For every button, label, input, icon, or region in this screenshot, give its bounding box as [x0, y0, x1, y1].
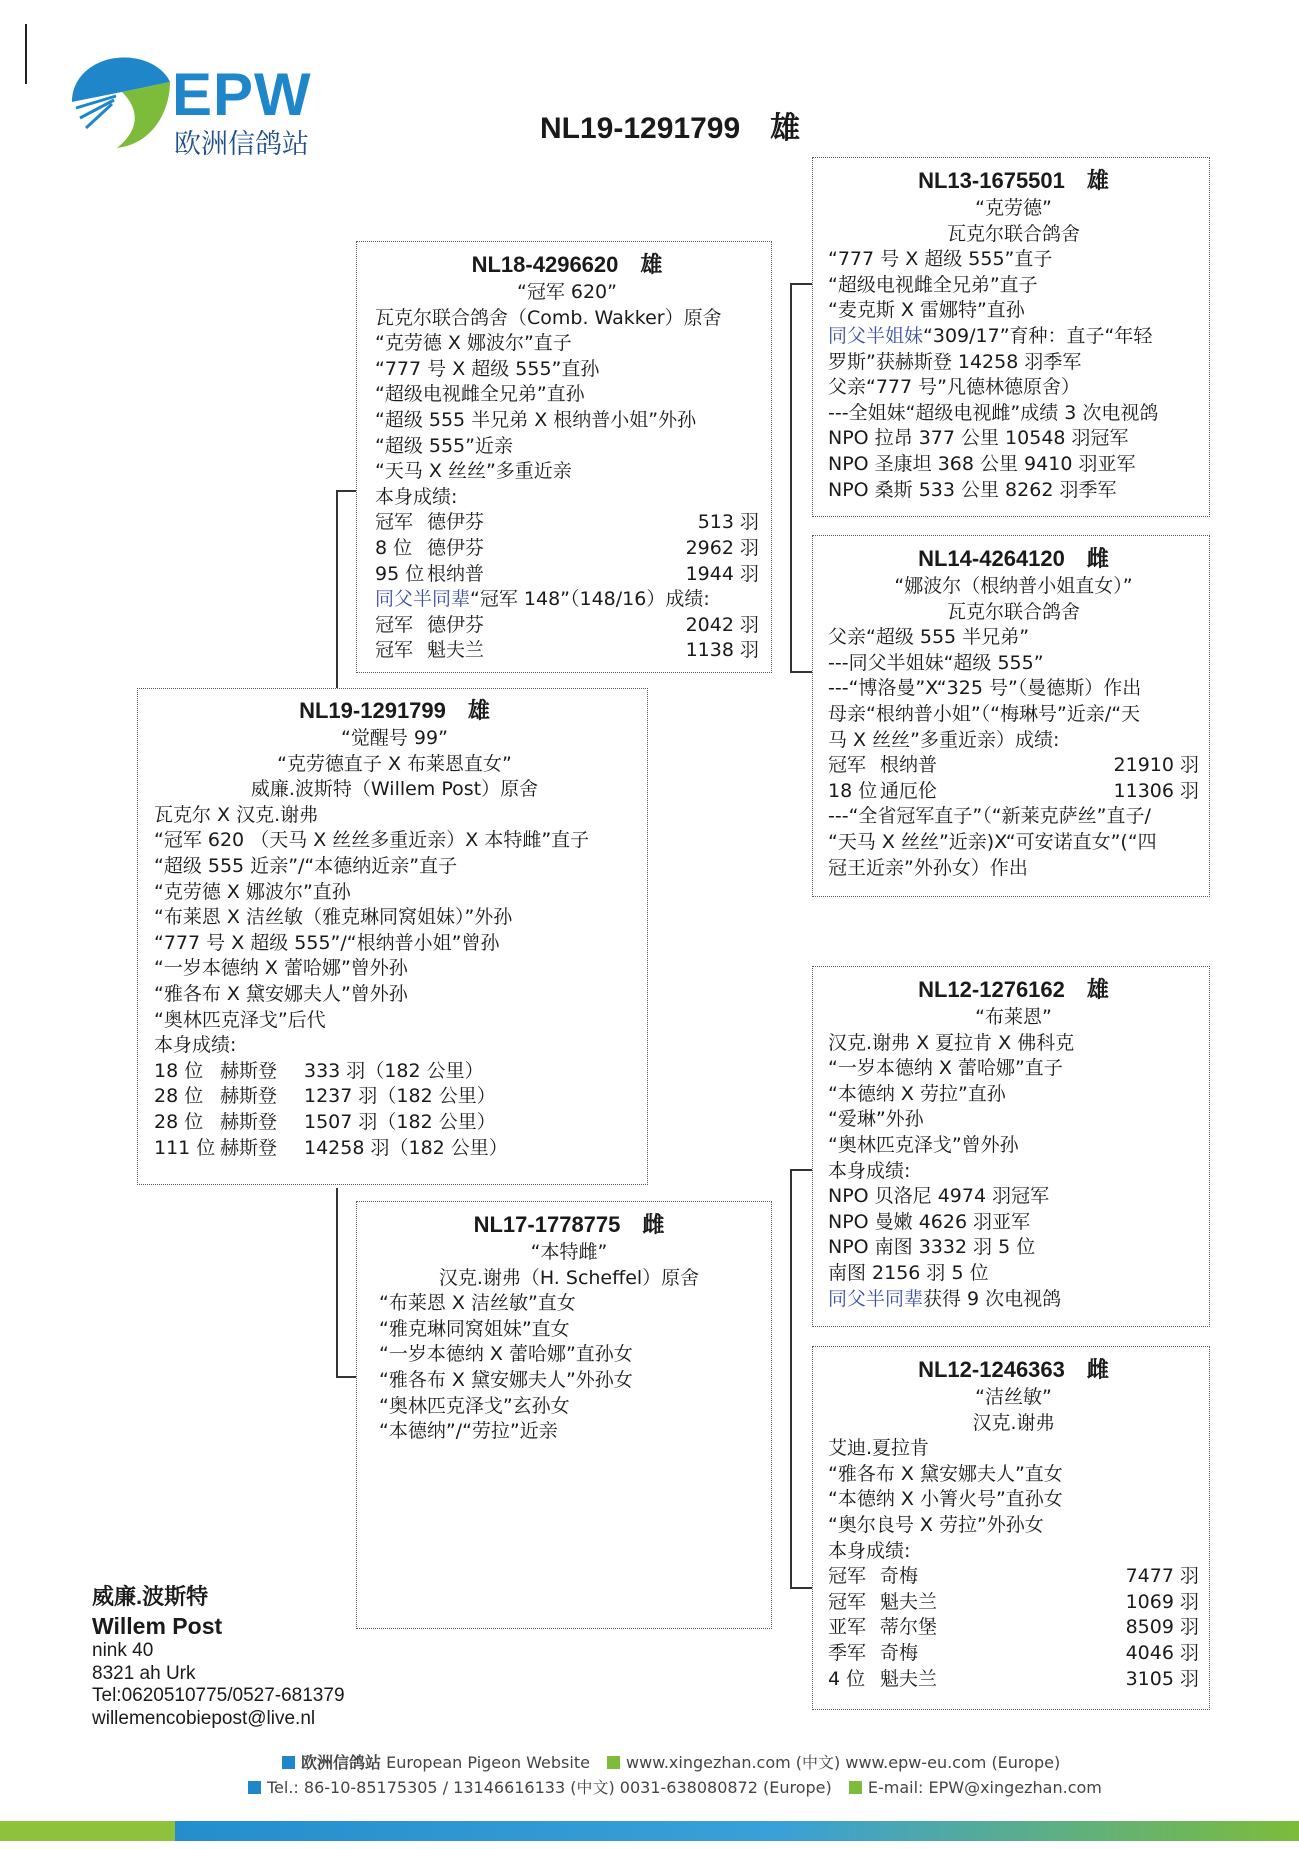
dd-line: “奥尔良号 X 劳拉”外孙女 — [828, 1513, 1044, 1536]
sire-line: 瓦克尔联合鸽舍（Comb. Wakker）原舍 — [375, 306, 722, 329]
dd-nickname: “洁丝敏” — [975, 1386, 1052, 1408]
dam-line: “布莱恩 X 洁丝敏”直女 — [379, 1292, 576, 1315]
connector — [790, 1169, 812, 1171]
ds-line: 南图 2156 羽 5 位 — [828, 1261, 989, 1284]
ss-line: 罗斯”获赫斯登 14258 羽季军 — [828, 350, 1082, 373]
dd-line: “本德纳 X 小箐火号”直孙女 — [828, 1488, 1063, 1511]
main-line: “777 号 X 超级 555”/“根纳普小姐”曾孙 — [154, 931, 500, 954]
result-row: 95 位 根纳普 1944 羽 — [375, 562, 759, 585]
ds-line: “一岁本德纳 X 蕾哈娜”直子 — [828, 1057, 1063, 1080]
connector-main-dam — [336, 1188, 338, 1378]
result-row: 28 位 赫斯登 1237 羽（182 公里） — [154, 1085, 496, 1108]
result-row: 亚军 蒂尔堡 8509 羽 — [828, 1616, 1199, 1639]
result-row: 冠军 根纳普 21910 羽 — [828, 754, 1199, 777]
blue-square-icon — [248, 1781, 261, 1794]
sire-line: “克劳德 X 娜波尔”直子 — [375, 332, 572, 355]
result-row: 18 位 赫斯登 333 羽（182 公里） — [154, 1059, 484, 1082]
sd-line: 冠王近亲”外孙女）作出 — [828, 856, 1028, 879]
sd-id: NL14-4264120 雌 — [918, 546, 1109, 571]
dd-line: “雅各布 X 黛安娜夫人”直女 — [828, 1462, 1063, 1485]
dam-line: “雅各布 X 黛安娜夫人”外孙女 — [379, 1368, 633, 1391]
breeder-email: willemencobiepost@live.nl — [92, 1707, 316, 1729]
main-line: 瓦克尔 X 汉克.谢弗 — [154, 803, 319, 826]
blue-square-icon — [282, 1756, 295, 1769]
sd-line: 瓦克尔联合鸽舍 — [946, 600, 1080, 623]
green-square-icon — [607, 1756, 620, 1769]
dam-line: 汉克.谢弗（H. Scheffel）原舍 — [438, 1266, 700, 1289]
result-row: 季军 奇梅 4046 羽 — [828, 1641, 1199, 1664]
ds-line: NPO 贝洛尼 4974 羽冠军 — [828, 1185, 1050, 1208]
sire-id: NL18-4296620 雄 — [471, 252, 663, 277]
sd-line: “天马 X 丝丝”近亲)X“可安诺直女”(“四 — [828, 830, 1157, 853]
sire-line: “超级 555”近亲 — [375, 434, 513, 457]
main-line: “雅各布 X 黛安娜夫人”曾外孙 — [154, 982, 408, 1005]
epw-logo-icon — [62, 52, 172, 152]
sire-nickname: “冠军 620” — [517, 281, 617, 303]
ds-line: “奥林匹克泽戈”曾外孙 — [828, 1133, 1019, 1156]
result-row: 冠军 德伊芬 513 羽 — [375, 511, 759, 534]
main-line: “一岁本德纳 X 蕾哈娜”曾外孙 — [154, 957, 408, 980]
sd-line: ---“全省冠军直子”（“新莱克萨丝”直子/ — [828, 805, 1151, 828]
ds-line: NPO 南图 3332 羽 5 位 — [828, 1236, 1036, 1259]
breeder-name-en: Willem Post — [92, 1613, 223, 1639]
dam-line: “雅克琳同窝姐妹”直女 — [379, 1317, 570, 1340]
main-results-label: 本身成绩: — [154, 1034, 237, 1057]
ds-line: 汉克.谢弗 X 夏拉肯 X 佛科克 — [828, 1031, 1075, 1054]
green-square-icon — [849, 1781, 862, 1794]
footer-color-bar — [0, 1821, 1299, 1841]
breeder-tel: Tel:0620510775/0527-681379 — [92, 1685, 345, 1706]
connector — [790, 283, 812, 285]
breeder-address2: 8321 ah Urk — [92, 1662, 196, 1684]
sd-line: ---同父半姐妹“超级 555” — [828, 651, 1044, 674]
main-line: “奥林匹克泽戈”后代 — [154, 1008, 326, 1031]
connector — [790, 1587, 812, 1589]
ss-line: NPO 拉昂 377 公里 10548 羽冠军 — [828, 427, 1129, 450]
ds-line: NPO 曼嫩 4626 羽亚军 — [828, 1210, 1031, 1233]
ss-line: “麦克斯 X 雷娜特”直孙 — [828, 299, 1025, 322]
sd-line: 马 X 丝丝”多重近亲）成绩: — [828, 728, 1060, 751]
footer-line-1: 欧洲信鸽站 European Pigeon Website www.xingezhan.com (中文) www.epw-eu.com (Europe) — [282, 1750, 1060, 1773]
ss-line: “777 号 X 超级 555”直子 — [828, 248, 1053, 271]
dam-nickname: “本特雌” — [530, 1241, 608, 1263]
ss-line: 父亲“777 号”凡德林德原舍） — [828, 376, 1080, 399]
sire-line: “超级 555 半兄弟 X 根纳普小姐”外孙 — [375, 408, 697, 431]
dd-id: NL12-1246363 雌 — [918, 1357, 1109, 1382]
result-row: 4 位 魁夫兰 3105 羽 — [828, 1667, 1199, 1690]
connector — [336, 490, 356, 492]
ss-line: NPO 圣康坦 368 公里 9410 羽亚军 — [828, 452, 1136, 475]
sd-line: 母亲“根纳普小姐”（“梅琳号”近亲/“天 — [828, 702, 1141, 725]
dam-id: NL17-1778775 雌 — [473, 1212, 665, 1237]
sd-line: ---“博洛曼”X“325 号”（曼德斯）作出 — [828, 677, 1142, 700]
dam-line: “本德纳”/“劳拉”近亲 — [379, 1420, 558, 1443]
dam-sire-box — [812, 966, 1210, 1327]
dam-line: “奥林匹克泽戈”玄孙女 — [379, 1394, 570, 1417]
connector — [790, 671, 812, 673]
dd-line: 汉克.谢弗 — [972, 1411, 1055, 1434]
result-row: 冠军 德伊芬 2042 羽 — [375, 613, 759, 636]
sd-nickname: “娜波尔（根纳普小姐直女）” — [894, 575, 1133, 597]
result-row: 111 位 赫斯登 14258 羽（182 公里） — [154, 1136, 508, 1159]
result-row: 28 位 赫斯登 1507 羽（182 公里） — [154, 1110, 496, 1133]
sire-line: “天马 X 丝丝”多重近亲 — [375, 460, 572, 483]
main-pigeon-box — [137, 688, 648, 1185]
result-row: 18 位 通厄伦 11306 羽 — [828, 779, 1199, 802]
dam-dam-box — [812, 1346, 1210, 1710]
ss-id: NL13-1675501 雄 — [918, 168, 1109, 193]
ds-sibling-line: 同父半同辈获得 9 次电视鸽 — [828, 1287, 1062, 1310]
sire-results-label: 本身成绩: — [375, 485, 458, 508]
sd-line: 父亲“超级 555 半兄弟” — [828, 626, 1030, 649]
main-line: “克劳德直子 X 布莱恩直女” — [277, 752, 512, 775]
ds-id: NL12-1276162 雄 — [918, 977, 1109, 1002]
ds-nickname: “布莱恩” — [975, 1006, 1052, 1028]
ss-line: “超级电视雌全兄弟”直子 — [828, 273, 1038, 296]
logo-text: EPW — [172, 61, 312, 128]
sire-line: “777 号 X 超级 555”直孙 — [375, 357, 600, 380]
dam-box — [356, 1201, 772, 1629]
ss-line: 瓦克尔联合鸽舍 — [946, 222, 1080, 245]
main-id: NL19-1291799 雄 — [299, 698, 490, 723]
ss-nickname: “克劳德” — [975, 197, 1052, 219]
connector-main-sire — [336, 490, 338, 690]
main-line: “布莱恩 X 洁丝敏（雅克琳同窝姐妹）”外孙 — [154, 906, 513, 929]
breeder-contact — [92, 1582, 345, 1730]
main-line: “超级 555 近亲”/“本德纳近亲”直子 — [154, 854, 458, 877]
main-nickname: “觉醒号 99” — [341, 727, 448, 749]
ds-line: “爱琳”外孙 — [828, 1108, 924, 1131]
sire-box — [356, 241, 772, 673]
main-line: “冠军 620 （天马 X 丝丝多重近亲）X 本特雌”直子 — [154, 829, 590, 852]
sire-dam-box — [812, 535, 1210, 897]
main-line: “克劳德 X 娜波尔”直孙 — [154, 880, 351, 903]
footer-line-2: Tel.: 86-10-85175305 / 13146616133 (中文) 0031-638080872 (Europe) E-mail: EPW@xingezhan.com — [248, 1775, 1102, 1798]
connector-dam-parents — [790, 1169, 792, 1589]
connector-sire-parents — [790, 283, 792, 673]
sire-sire-box — [812, 157, 1210, 517]
result-row: 8 位 德伊芬 2962 羽 — [375, 536, 759, 559]
sire-sibling-line: 同父半同辈“冠军 148”（148/16）成绩: — [375, 588, 710, 611]
result-row: 冠军 魁夫兰 1138 羽 — [375, 639, 759, 662]
result-row: 冠军 奇梅 7477 羽 — [828, 1565, 1199, 1588]
ds-line: “本德纳 X 劳拉”直孙 — [828, 1082, 1006, 1105]
ds-line: 本身成绩: — [828, 1159, 911, 1182]
dam-line: “一岁本德纳 X 蕾哈娜”直孙女 — [379, 1343, 633, 1366]
page-title: NL19-1291799 雄 — [540, 112, 801, 145]
dd-line: 艾迪.夏拉肯 — [828, 1437, 930, 1460]
main-line: 威廉.波斯特（Willem Post）原舍 — [250, 778, 539, 801]
breeder-address1: nink 40 — [92, 1640, 154, 1661]
dd-line: 本身成绩: — [828, 1539, 911, 1562]
connector — [336, 1376, 356, 1378]
sire-line: “超级电视雌全兄弟”直孙 — [375, 383, 585, 406]
breeder-name-cn: 威廉.波斯特 — [92, 1584, 209, 1609]
logo-subtitle: 欧洲信鸽站 — [174, 129, 309, 160]
ss-line: ---全姐妹“超级电视雌”成绩 3 次电视鸽 — [828, 401, 1159, 424]
scan-mark — [25, 24, 27, 84]
ss-line: NPO 桑斯 533 公里 8262 羽季军 — [828, 478, 1117, 501]
ss-sibling-line: 同父半姐妹“309/17”育种：直子“年轻 — [828, 324, 1153, 347]
result-row: 冠军 魁夫兰 1069 羽 — [828, 1590, 1199, 1613]
